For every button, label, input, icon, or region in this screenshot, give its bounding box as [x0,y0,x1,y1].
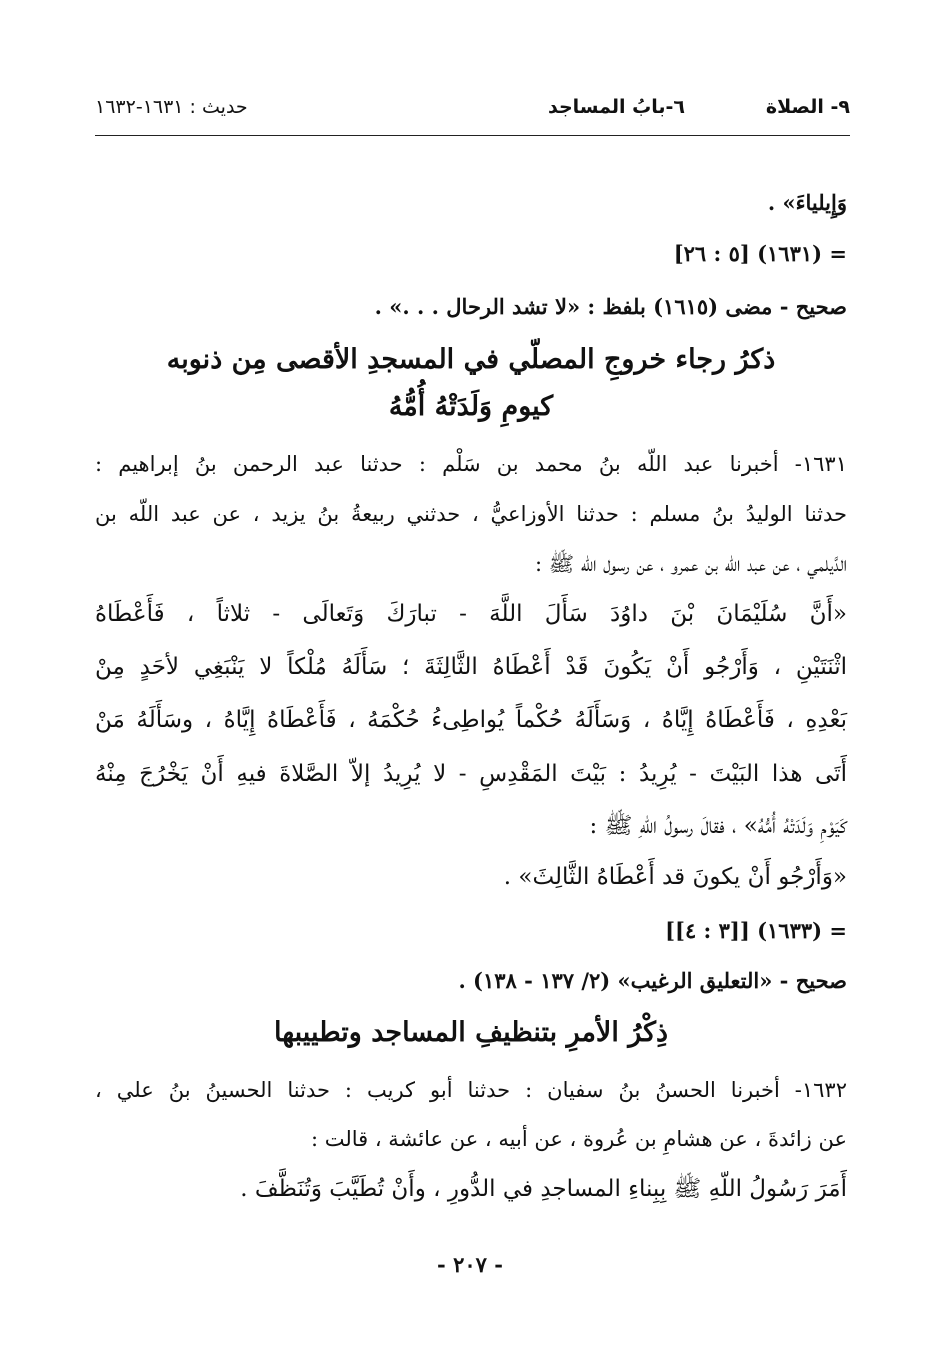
chapter-heading-2: ذِكْرُ الأمرِ بتنظيفِ المساجد وتطييبها [273,1017,669,1048]
isnad-line: حدثنا الوليدُ بنُ مسلم : حدثنا الأوزاعيُّ ، حدثني ربيعةُ بنُ يزيد ، عن عبد اللّه بن [95,502,847,526]
matn-line: «أَنَّ سُلَيْمَانَ بْنَ داوُدَ سَأَلَ اللَّهَ - تبارَكَ وَتَعالَى - ثلاثاً ، فَأَعْطَاهُ [95,601,847,627]
running-header [95,92,850,128]
chapter-heading-1b: كيومِ وَلَدَتْهُ أُمُّهُ [388,391,554,422]
chapter-title: ٩- الصلاة [765,96,850,118]
page-number: - ٢٠٧ - [437,1252,503,1277]
text-line: وَإِيلياءَ» . [767,190,847,215]
matn-line: بَعْدِهِ ، فَأَعْطَاهُ إِيَّاهُ ، وَسَأَلَهُ حُكْماً يُواطِىءُ حُكْمَهُ ، فَأَعْطَاهُ إِيَّاهُ ، وسَأَلَهُ مَنْ [95,707,847,733]
matn-line: «وَأَرْجُو أَنْ يكونَ قد أَعْطَاهُ الثَّالِثَ» . [503,864,847,890]
grading-note: صحيح - «التعليق الرغيب» (٢/ ١٣٧ - ١٣٨) . [458,968,847,993]
isnad-line: عن زائدةَ ، عن هشامِ بن عُروة ، عن أبيه ، عن عائشة ، قالت : [310,1127,847,1151]
matn-line: أَتَى هذا البَيْتَ - يُرِيدُ : بَيْتَ المَقْدِسِ - لا يُرِيدُ إلاّ الصَّلاةَ فيهِ أَنْ يَخْرُجَ مِنْهُ [95,761,847,787]
cross-reference: = (١٦٣١) [٥ : ٢٦] [673,241,847,266]
matn-line: كَيَوْمِ وَلَدَتْهُ أُمُّهُ» ، فقالَ رسولُ اللّهِ ﷺ : [589,813,847,839]
matn-line: أَمَرَ رَسُولُ اللّهِ ﷺ بِبِناءِ المساجدِ في الدُّورِ ، وأَنْ تُطَيَّبَ وَتُنَظَّفَ . [240,1176,847,1202]
grading-note: صحيح - مضى (١٦١٥) بلفظ : «لا تشد الرحال . . .» . [374,294,847,319]
section-title: ٦-بابُ المساجد [548,96,685,118]
matn-line: اثْنَتَيْنِ ، وَأَرْجُو أَنْ يَكُونَ قَدْ أَعْطَاهُ الثَّالِثَةَ ؛ سَأَلَهُ مُلْكاً لا يَنْبَغِي لأحَدٍ مِنْ [95,654,847,680]
header-rule [95,135,850,136]
hadith-range: حديث : ١٦٣١-١٦٣٢ [95,96,248,118]
isnad-line: ١٦٣٢- أخبرنا الحسنُ بنُ سفيان : حدثنا أبو كريب : حدثنا الحسينُ بنُ علي ، [95,1078,847,1102]
chapter-heading-1: ذكرُ رجاء خروجِ المصلّي في المسجدِ الأقصى مِن ذنوبه [166,344,776,375]
isnad-line: ١٦٣١- أخبرنا عبد اللّه بنُ محمد بن سَلْم : حدثنا عبد الرحمن بنُ إبراهيم : [95,452,847,476]
cross-reference: = (١٦٣٣) [[٣ : ٤]] [665,918,847,943]
isnad-line: الدَّيلمي ، عن عبد اللّه بن عمرو ، عن رسول اللّه ﷺ : [534,552,847,576]
